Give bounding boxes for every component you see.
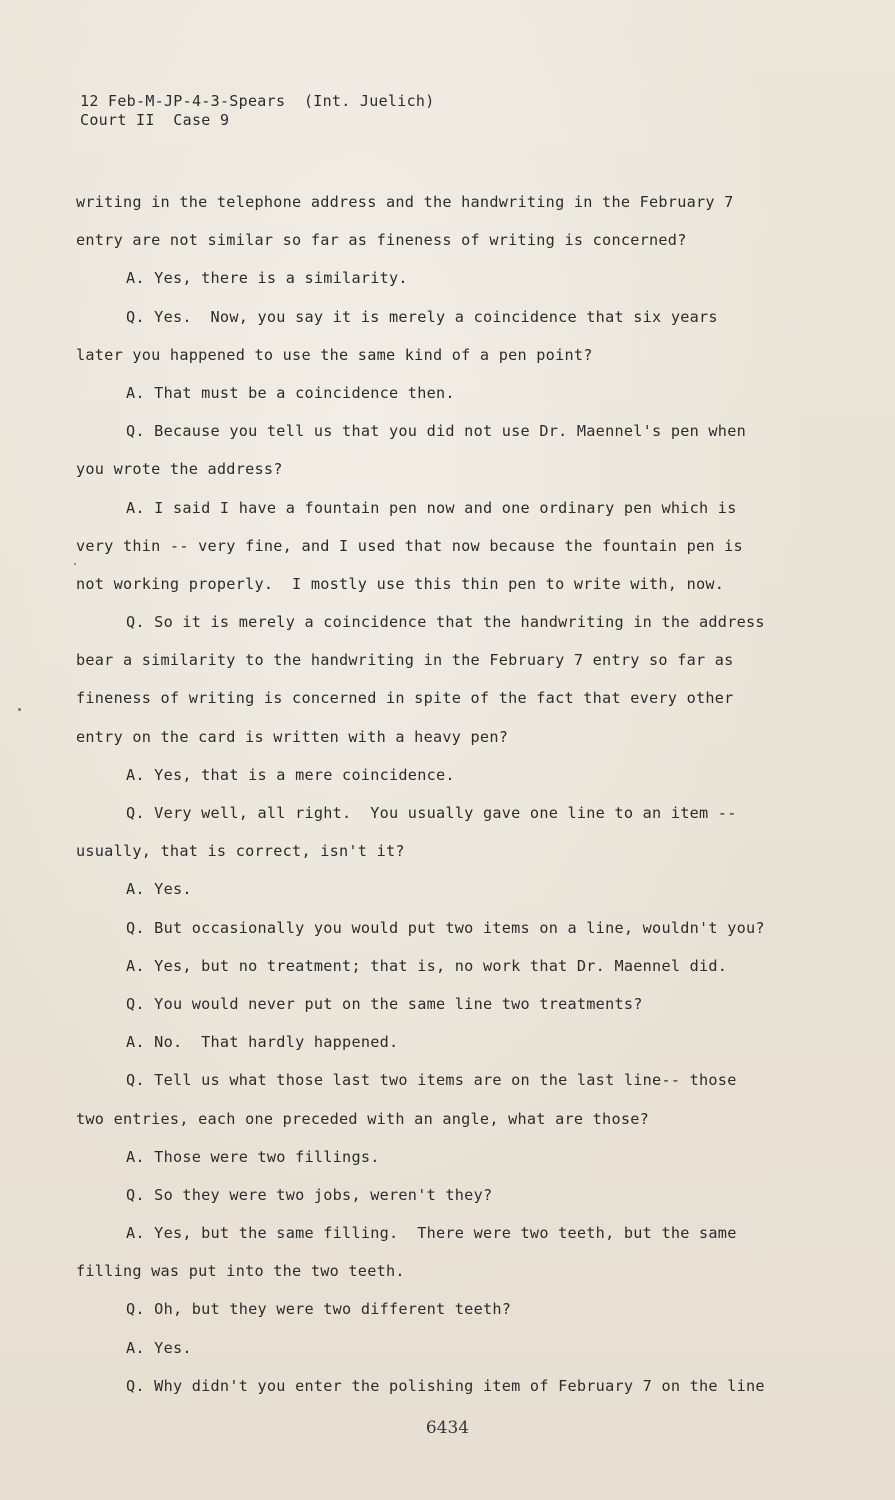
transcript-line: usually, that is correct, isn't it? (76, 842, 405, 861)
transcript-line: entry on the card is written with a heavy pen? (76, 727, 509, 746)
transcript-line: Q. Oh, but they were two different teeth? (126, 1300, 512, 1319)
transcript-line: Q. Tell us what those last two items are on the last line-- those (126, 1071, 737, 1090)
transcript-line: A. Yes. (126, 1338, 192, 1357)
transcript-line: two entries, each one preceded with an angle, what are those? (76, 1109, 650, 1128)
transcript-line: you wrote the address? (76, 460, 283, 479)
transcript-line: Q. Yes. Now, you say it is merely a coincidence that six years (126, 307, 718, 326)
transcript-line: A. Yes, there is a similarity. (126, 269, 408, 288)
transcript-line: A. Those were two fillings. (126, 1147, 380, 1166)
transcript-line: A. Yes, but the same filling. There were two teeth, but the same (126, 1224, 737, 1243)
paper-speck (18, 708, 21, 711)
transcript-line: Q. Because you tell us that you did not use Dr. Maennel's pen when (126, 422, 746, 441)
page-number: 6434 (425, 1418, 470, 1438)
header-line-1: 12 Feb-M-JP-4-3-Spears (Int. Juelich) (80, 92, 435, 110)
transcript-line: fineness of writing is concerned in spite of the fact that every other (76, 689, 734, 708)
transcript-line: Q. Very well, all right. You usually gave one line to an item -- (126, 804, 737, 822)
transcript-line: entry are not similar so far as fineness of writing is concerned? (76, 231, 687, 250)
transcript-line: A. Yes. (126, 880, 192, 899)
transcript-body (76, 188, 816, 1410)
transcript-line: filling was put into the two teeth. (76, 1262, 405, 1281)
header-line-2: Court II Case 9 (80, 111, 230, 129)
transcript-line: Q. Why didn't you enter the polishing item of February 7 on the line (126, 1376, 765, 1395)
paper-speck (74, 563, 76, 565)
transcript-line: bear a similarity to the handwriting in the February 7 entry so far as (76, 651, 734, 670)
transcript-line: Q. But occasionally you would put two items on a line, wouldn't you? (126, 918, 765, 937)
document-header (80, 92, 435, 130)
transcript-line: A. Yes, but no treatment; that is, no work that Dr. Maennel did. (126, 956, 728, 975)
transcript-line: A. That must be a coincidence then. (126, 383, 455, 402)
transcript-line: not working properly. I mostly use this thin pen to write with, now. (76, 574, 725, 593)
transcript-line: Q. So they were two jobs, weren't they? (126, 1185, 493, 1204)
transcript-line: A. Yes, that is a mere coincidence. (126, 765, 455, 784)
transcript-line: writing in the telephone address and the handwriting in the February 7 (76, 193, 734, 211)
transcript-line: Q. You would never put on the same line two treatments? (126, 994, 643, 1013)
transcript-line: later you happened to use the same kind of a pen point? (76, 345, 593, 364)
transcript-line: Q. So it is merely a coincidence that the handwriting in the address (126, 613, 765, 632)
transcript-line: very thin -- very fine, and I used that now because the fountain pen is (76, 536, 743, 555)
transcript-line: A. I said I have a fountain pen now and one ordinary pen which is (126, 498, 737, 517)
transcript-line: A. No. That hardly happened. (126, 1033, 399, 1052)
